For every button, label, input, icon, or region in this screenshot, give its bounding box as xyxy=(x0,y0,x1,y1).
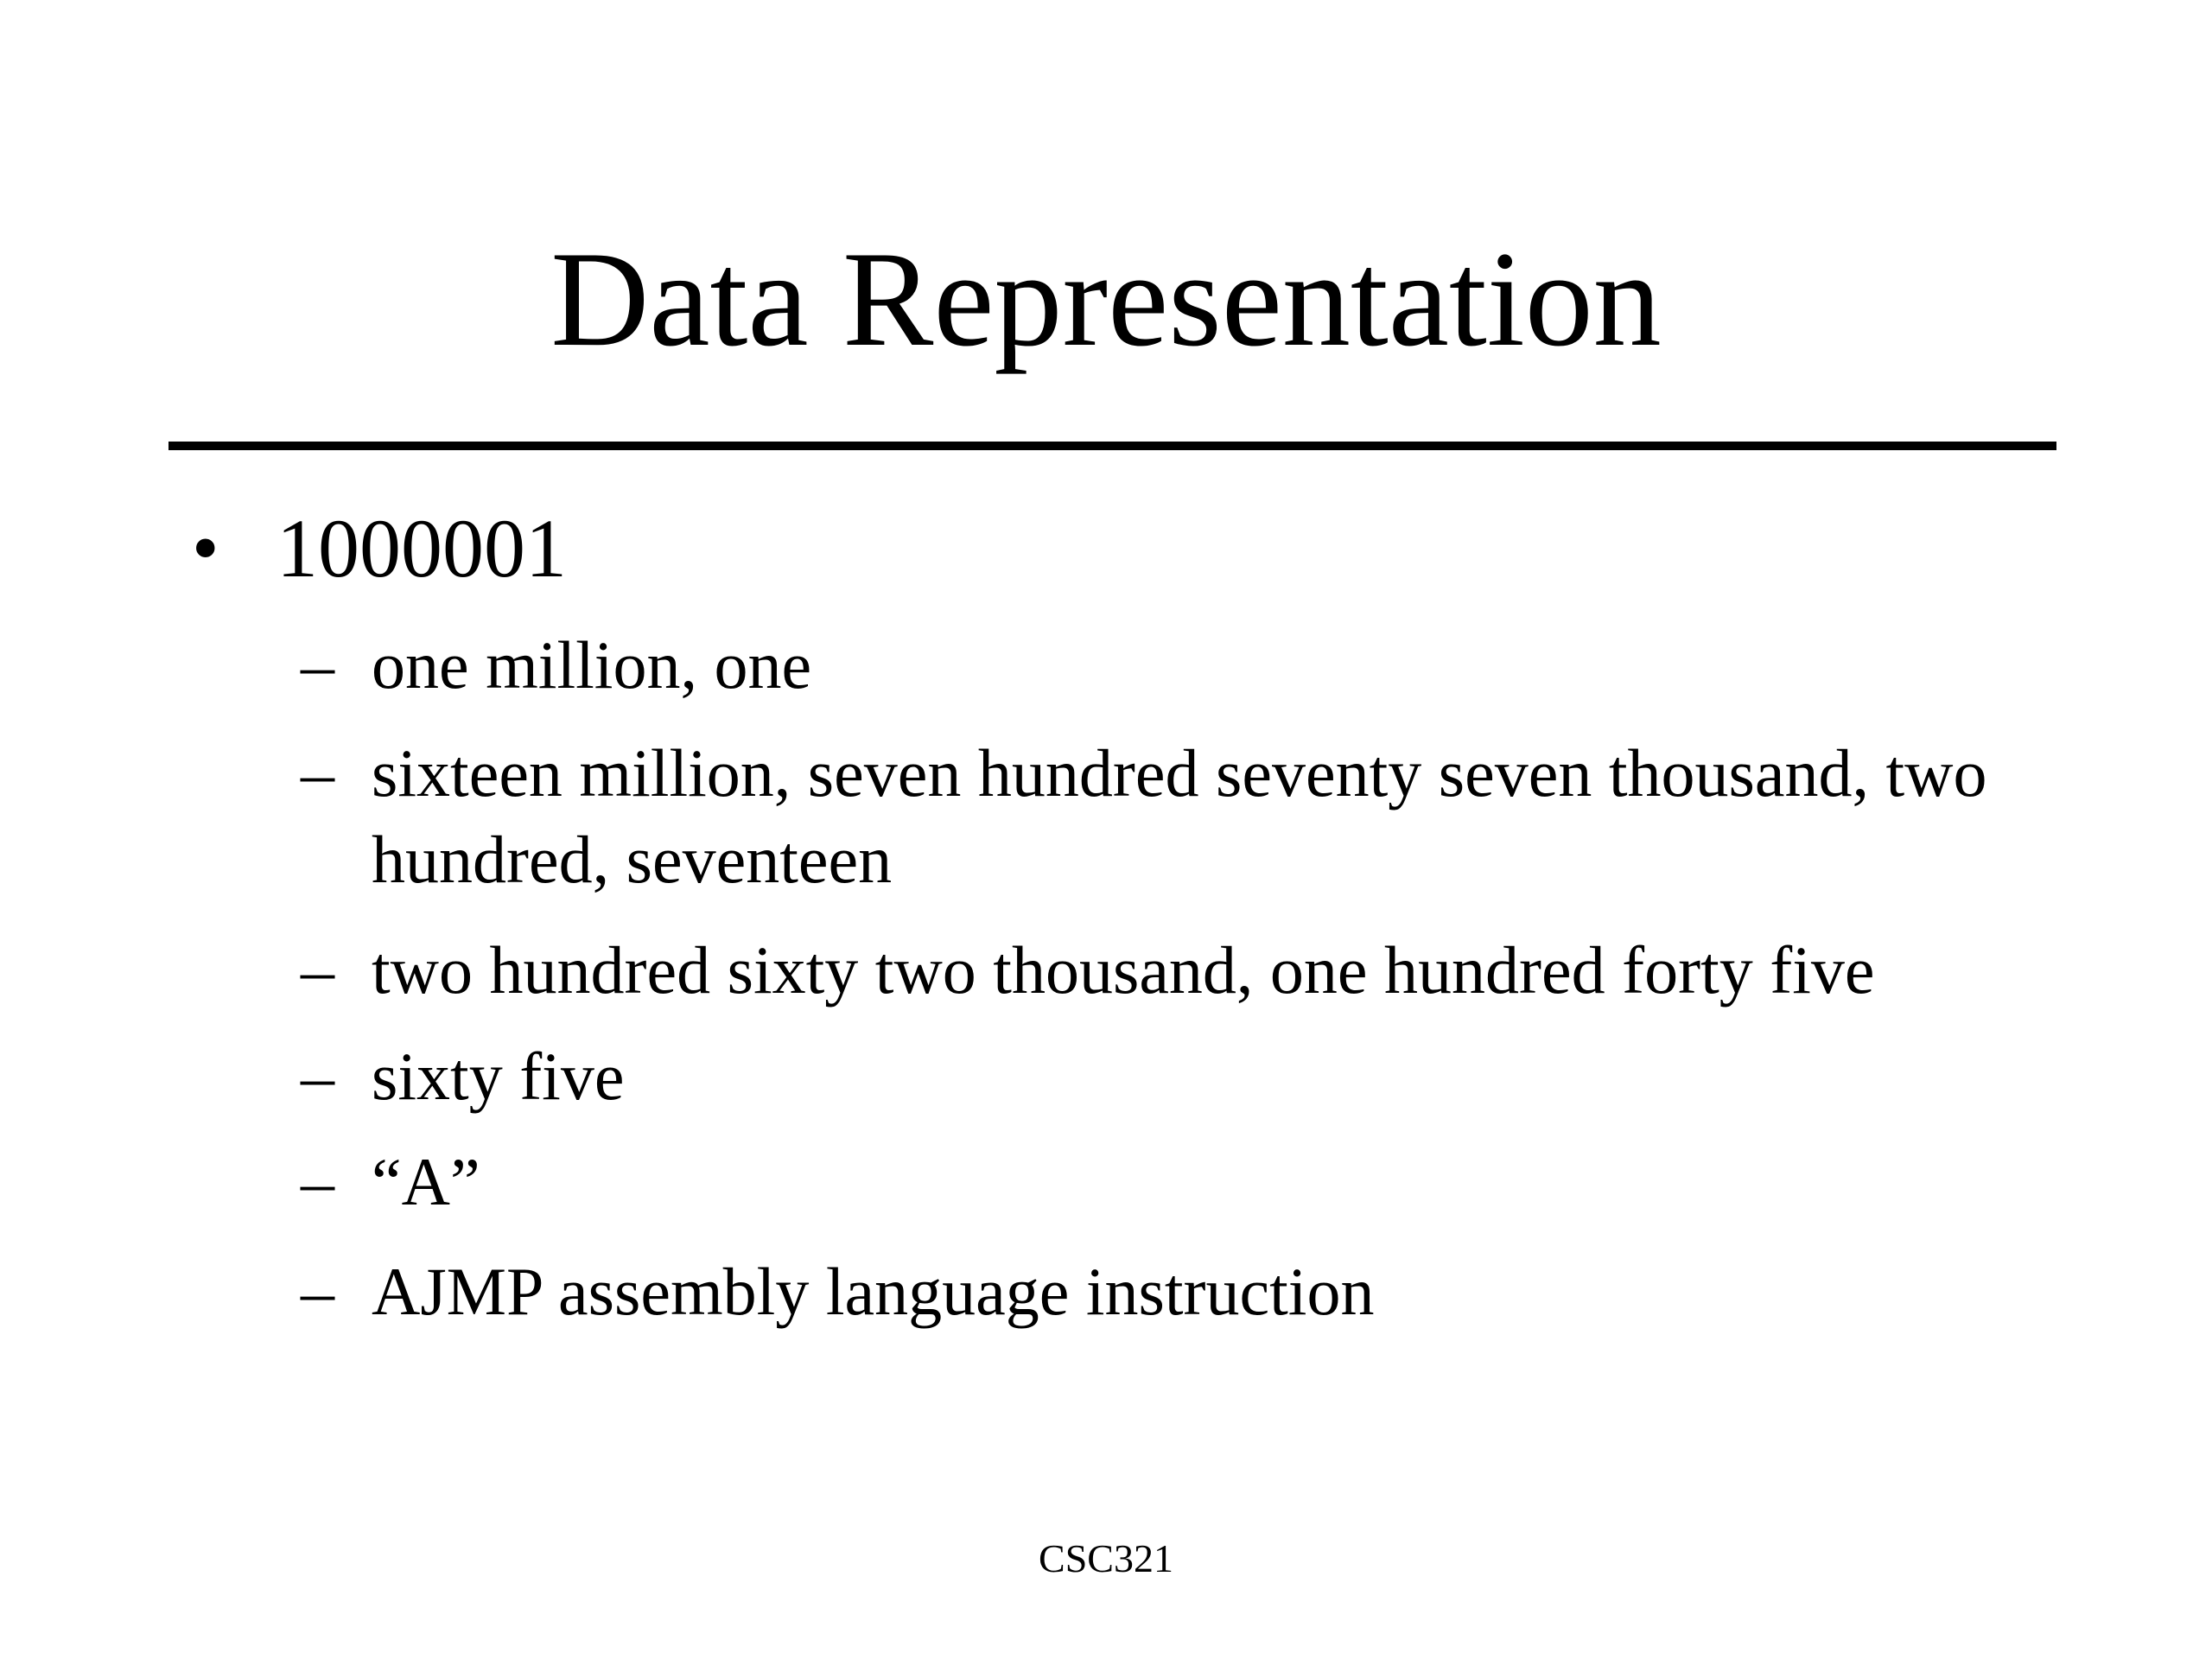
sub-item-text: sixty five xyxy=(372,1039,625,1114)
sub-item-text: one million, one xyxy=(372,627,812,702)
dash-icon: – xyxy=(301,1254,334,1329)
sub-item-text: AJMP assembly language instruction xyxy=(372,1254,1375,1329)
dash-icon: – xyxy=(301,1144,334,1219)
bullet-text: 1000001 xyxy=(276,502,567,594)
title-divider xyxy=(168,442,2056,450)
sub-item-text: two hundred sixty two thousand, one hundred forty five xyxy=(372,932,1875,1007)
sub-item-text: “A” xyxy=(372,1144,480,1219)
footer-label: CSC321 xyxy=(1039,1536,1173,1580)
slide-title: Data Representation xyxy=(550,224,1662,375)
dash-icon: – xyxy=(301,627,334,702)
dash-icon: – xyxy=(301,1039,334,1114)
dash-icon: – xyxy=(301,932,334,1007)
dash-icon: – xyxy=(301,735,334,810)
bullet-icon: • xyxy=(192,505,219,591)
sub-item-text: sixteen million, seven hundred seventy seven thousand, two hundred, seventeen xyxy=(372,735,1987,897)
bullet-item xyxy=(0,501,2212,596)
